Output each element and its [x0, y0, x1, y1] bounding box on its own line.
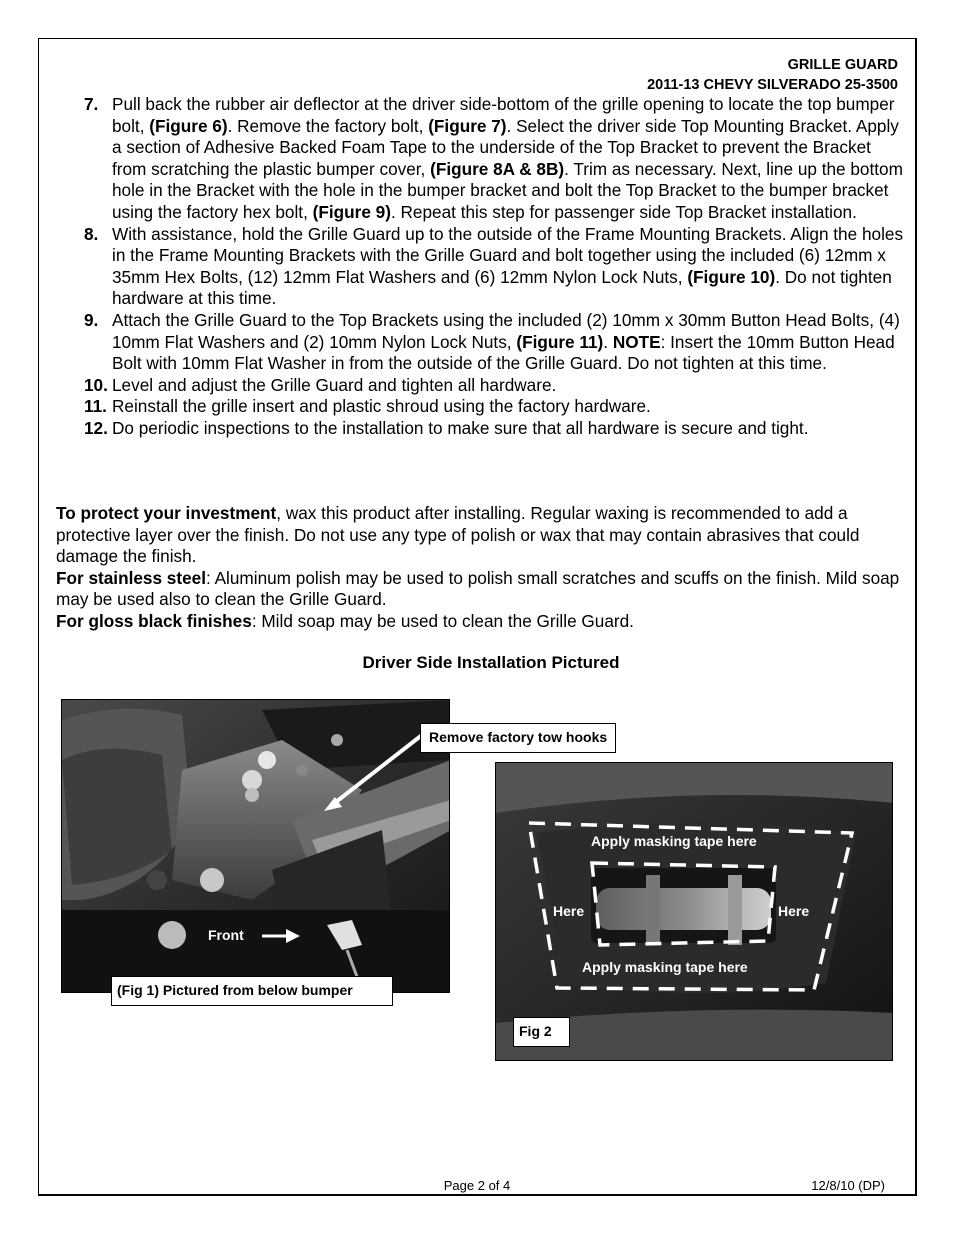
step-text: Attach the Grille Guard to the Top Brackets using the included (2) 10mm x 30mm Button Head Bolts, (4) 10mm Flat Washers and (2) 10mm Nylon Lock Nuts, (Figure 11). NOTE: Insert the 10mm Button Head Bolt with 10mm Flat Washer in from the outside of the Grille Guard. Do not tighten at this time. — [112, 309, 900, 374]
header-title: GRILLE GUARD — [787, 57, 898, 73]
figure-1-caption: (Fig 1) Pictured from below bumper — [111, 976, 393, 1006]
step-10 — [84, 375, 904, 397]
step-number: 12. — [84, 417, 108, 438]
step-8 — [84, 224, 904, 310]
step-12 — [84, 418, 904, 440]
front-label: Front — [208, 927, 244, 943]
figure-1-illustration — [62, 700, 450, 993]
step-number: 9. — [84, 309, 99, 330]
callout-remove-tow-hooks: Remove factory tow hooks — [420, 723, 616, 753]
step-text: Pull back the rubber air deflector at the driver side-bottom of the grille opening to locate the top bumper bolt, (Figure 6). Remove the factory bolt, (Figure 7). Select the driver side Top Mounting Bracket. Apply a section of Adhesive Backed Foam Tape to the underside of the Top Bracket to prevent the Bracket from scratching the plastic bumper cover, (Figure 8A & 8B). Trim as necessary. Next, line up the bottom hole in the Bracket with the hole in the bumper bracket and bolt the Top Bracket to the bumper bracket using the factory hex bolt, (Figure 9). Repeat this step for passenger side Top Bracket installation. — [112, 94, 903, 222]
step-7 — [84, 94, 904, 224]
step-number: 10. — [84, 374, 108, 395]
step-9 — [84, 310, 904, 375]
figure-1-photo — [61, 699, 450, 993]
tape-top-label: Apply masking tape here — [591, 833, 757, 849]
step-text: Level and adjust the Grille Guard and tighten all hardware. — [112, 374, 557, 395]
step-text: Reinstall the grille insert and plastic shroud using the factory hardware. — [112, 396, 651, 417]
step-11 — [84, 396, 904, 418]
page-number: Page 2 of 4 — [443, 1178, 511, 1193]
here-right-label: Here — [778, 903, 810, 919]
step-number: 11. — [84, 396, 107, 417]
step-text: With assistance, hold the Grille Guard up to the outside of the Frame Mounting Brackets. Align the holes in the Frame Mounting Brackets with the Grille Guard and bolt together using the included (6) 12mm x 35mm Hex Bolts, (12) 12mm Flat Washers and (6) 12mm Nylon Lock Nuts, (Figure 10). Do not tighten hardware at this time. — [112, 223, 904, 309]
revision-date: 12/8/10 (DP) — [811, 1178, 885, 1193]
figure-2-caption: Fig 2 — [513, 1017, 570, 1047]
installation-steps — [84, 94, 904, 440]
tape-bottom-label: Apply masking tape here — [582, 959, 748, 975]
step-number: 7. — [84, 94, 99, 114]
care-stainless-paragraph: For stainless steel: Aluminum polish may be used to polish small scratches and scuffs on the finish. Mild soap may be used also to clean the Grille Guard. — [56, 567, 900, 610]
care-wax-paragraph: To protect your investment, wax this product after installing. Regular waxing is recommended to add a protective layer over the finish. Do not use any type of polish or wax that may contain abrasives that could damage the finish. — [56, 503, 860, 567]
step-text: Do periodic inspections to the installation to make sure that all hardware is secure and tight. — [112, 417, 809, 438]
section-title: Driver Side Installation Pictured — [362, 653, 620, 672]
care-instructions — [56, 503, 906, 633]
care-gloss-black-paragraph: For gloss black finishes: Mild soap may be used to clean the Grille Guard. — [56, 610, 634, 631]
here-left-label: Here — [553, 903, 585, 919]
document-header — [647, 55, 898, 95]
header-subtitle: 2011-13 CHEVY SILVERADO 25-3500 — [647, 77, 898, 93]
step-number: 8. — [84, 223, 99, 244]
